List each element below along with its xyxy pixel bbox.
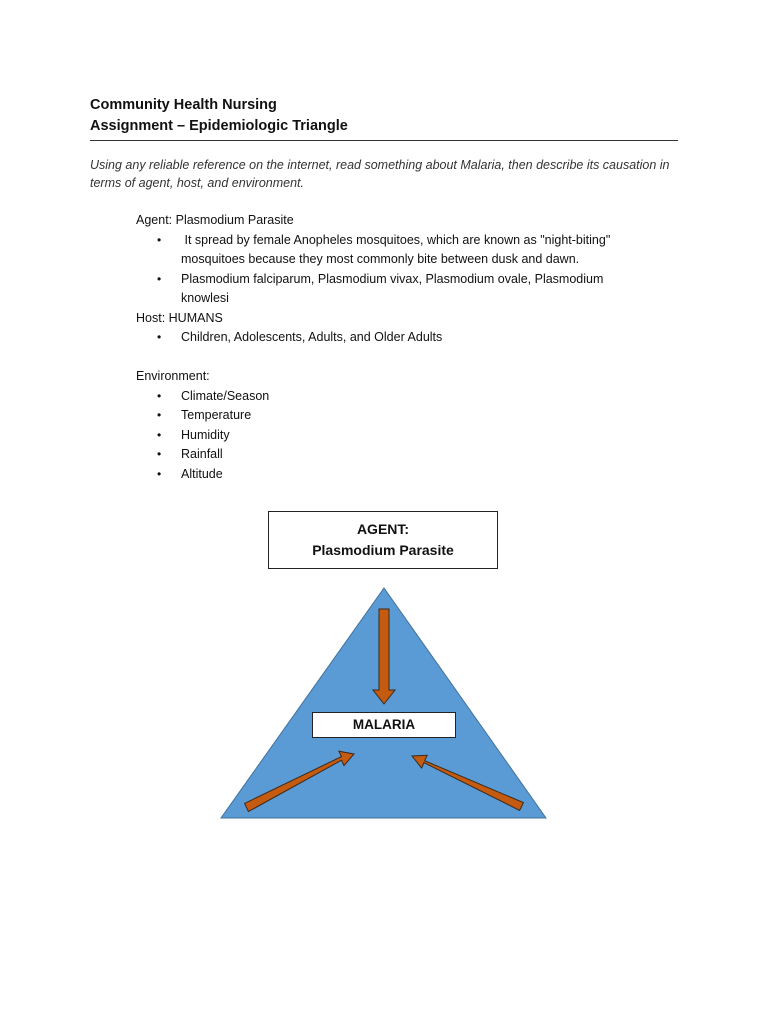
bullet-text-line: Rainfall <box>181 447 223 461</box>
bullet-glyph: • <box>157 466 162 481</box>
bullet-glyph: • <box>157 232 162 247</box>
bullet-glyph: • <box>157 447 162 461</box>
bullet-text-line: Humidity <box>181 427 230 442</box>
bullet-text-line: Temperature <box>181 408 252 422</box>
bullet-text-line: It spread by female Anopheles mosquitoes, which are known as "night-biting" <box>181 232 611 247</box>
bullet-text-line: Children, Adolescents, Adults, and Older Adults <box>181 330 443 344</box>
intro-instructions: Using any reliable reference on the internet, read something about Malaria, then describe its causation in terms of agent, host, and environment. <box>90 158 670 190</box>
malaria-center-box: MALARIA <box>312 712 456 738</box>
agent-box-subtitle: Plasmodium Parasite <box>312 542 454 558</box>
host-label: Host: HUMANS <box>136 310 223 325</box>
bullet-glyph: • <box>157 408 162 422</box>
agent-box-title: AGENT: <box>356 521 410 537</box>
course-title: Community Health Nursing <box>90 97 277 113</box>
bullet-text-line: Altitude <box>181 466 223 481</box>
bullet-glyph: • <box>157 271 162 286</box>
bullet-glyph: • <box>157 330 162 344</box>
bullet-text-line: knowlesi <box>181 291 229 305</box>
bullet-text-line: Climate/Season <box>181 388 270 403</box>
assignment-title: Assignment – Epidemiologic Triangle <box>90 118 348 134</box>
bullet-text-line: Plasmodium falciparum, Plasmodium vivax, Plasmodium ovale, Plasmodium <box>181 271 604 286</box>
bullet-glyph: • <box>157 427 162 442</box>
bullet-glyph: • <box>157 388 162 403</box>
environment-label: Environment: <box>136 369 210 383</box>
bullet-text-line: mosquitoes because they most commonly bite between dusk and dawn. <box>181 252 580 266</box>
agent-label: Agent: Plasmodium Parasite <box>136 213 294 227</box>
